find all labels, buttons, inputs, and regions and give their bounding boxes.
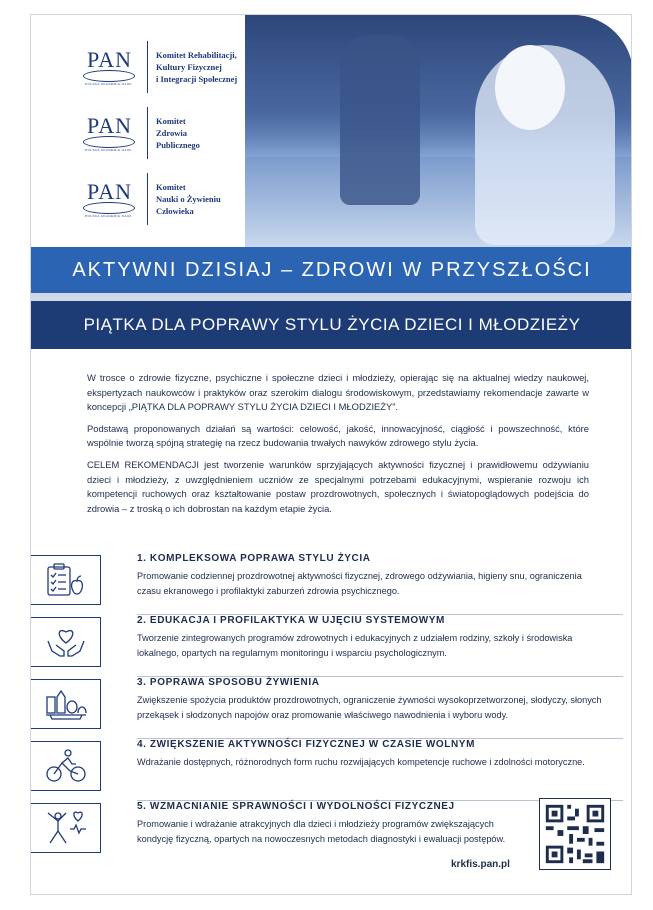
recommendation-title: 4. ZWIĘKSZENIE AKTYWNOŚCI FIZYCZNEJ W CZASIE WOLNYM [137, 739, 476, 750]
recommendation-desc: Wdrażanie dostępnych, różnorodnych form ruchu rozwijających kompetencje ruchowe i zdolności motoryczne. [137, 757, 585, 767]
hands-heart-icon [31, 617, 101, 667]
recommendation-1 [31, 553, 632, 611]
clipboard-apple-icon [31, 555, 101, 605]
recommendation-desc: Promowanie codziennej prozdrowotnej aktywności fizycznej, zdrowego odżywiania, higieny snu, ograniczenia czasu ekranowego i profilaktyki zaburzeń zdrowia psychicznego. [137, 571, 582, 596]
runners-photo [245, 15, 632, 247]
committee-name: Komitet Nauki o Żywieniu Człowieka [156, 182, 221, 216]
recommendation-4 [31, 739, 632, 797]
pan-logo: PAN POLSKA AKADEMIA NAUK [77, 177, 141, 221]
recommendation-title: 1. KOMPLEKSOWA POPRAWA STYLU ŻYCIA [137, 553, 371, 564]
recommendation-desc: Zwiększenie spożycia produktów prozdrowotnych, ograniczenie żywności wysokoprzetworzonej, słodyczy, słonych przekąsek i słodzonych napojów oraz promowanie właściwego nawodnienia i wyboru wody. [137, 695, 602, 720]
pan-logo: PAN POLSKA AKADEMIA NAUK [77, 111, 141, 155]
header [31, 15, 632, 247]
committee-name: Komitet Zdrowia Publicznego [156, 116, 200, 150]
recommendation-desc: Promowanie i wdrażanie atrakcyjnych dla dzieci i młodzieży programów zwiększających kondycję fizyczną, opartych na nowoczesnych metodach diagnostyki i ewaluacji postępów. [137, 819, 506, 844]
intro-paragraph-3: CELEM REKOMENDACJI jest tworzenie warunków sprzyjających aktywności fizycznej i prawidłowemu odżywianiu dzieci i młodzieży, z uwzględnieniem uczniów ze specjalnymi potrzebami edukacyjnymi, wspieranie rozwoju ich kompetencji ruchowych oraz kształtowanie postaw prozdrowotnych, społecznych i światopoglądowych podejścia do zdrowia – z troską o ich dobrostan na każdym etapie życia. [87, 458, 589, 514]
pan-logo: PAN POLSKA AKADEMIA NAUK [77, 45, 141, 89]
website-url[interactable]: krkfis.pan.pl [451, 859, 510, 870]
main-title: AKTYWNI DZISIAJ – ZDROWI W PRZYSZŁOŚCI [31, 247, 632, 293]
intro-text [87, 371, 589, 523]
committee-logo-2 [77, 107, 200, 159]
intro-paragraph-2: Podstawą proponowanych działań są wartości: celowość, jakość, innowacyjność, ciągłość i powszechność, które wspólnie tworzą spójną strategię na rzecz budowania trwałych nawyków zdrowego stylu życia. [87, 422, 589, 449]
committee-logo-3 [77, 173, 221, 225]
committee-logo-1 [77, 41, 237, 93]
recommendation-title: 5. WZMACNIANIE SPRAWNOŚCI I WYDOLNOŚCI FIZYCZNEJ [137, 801, 455, 812]
poster [30, 14, 632, 895]
fitness-heart-icon [31, 803, 101, 853]
title-divider [31, 293, 632, 301]
recommendation-3 [31, 677, 632, 735]
background-runner [340, 35, 420, 205]
recommendation-2 [31, 615, 632, 673]
qr-code-icon[interactable] [539, 798, 611, 870]
recommendation-desc: Tworzenie zintegrowanych programów zdrowotnych i edukacyjnych z udziałem rodziny, szkoły i środowiska lokalnego, opartych na regularnym monitoringu i wsparciu psychologicznym. [137, 633, 573, 658]
intro-paragraph-1: W trosce o zdrowie fizyczne, psychiczne i społeczne dzieci i młodzieży, opierając się na aktualnej wiedzy naukowej, ekspertyzach naukowców i praktyków oraz szerokim dialogu środowiskowym, przedstawiamy rekomendacje zawarte w koncepcji „PIĄTKA DLA POPRAWY STYLU ŻYCIA DZIECI I MŁODZIEŻY”. [87, 372, 589, 413]
cyclist-icon [31, 741, 101, 791]
recommendation-title: 2. EDUKACJA I PROFILAKTYKA W UJĘCIU SYSTEMOWYM [137, 615, 445, 626]
recommendation-title: 3. POPRAWA SPOSOBU ŻYWIENIA [137, 677, 320, 688]
subtitle: PIĄTKA DLA POPRAWY STYLU ŻYCIA DZIECI I MŁODZIEŻY [31, 301, 632, 349]
healthy-food-icon [31, 679, 101, 729]
committee-name: Komitet Rehabilitacji, Kultury Fizycznej i Integracji Społecznej [156, 50, 238, 84]
